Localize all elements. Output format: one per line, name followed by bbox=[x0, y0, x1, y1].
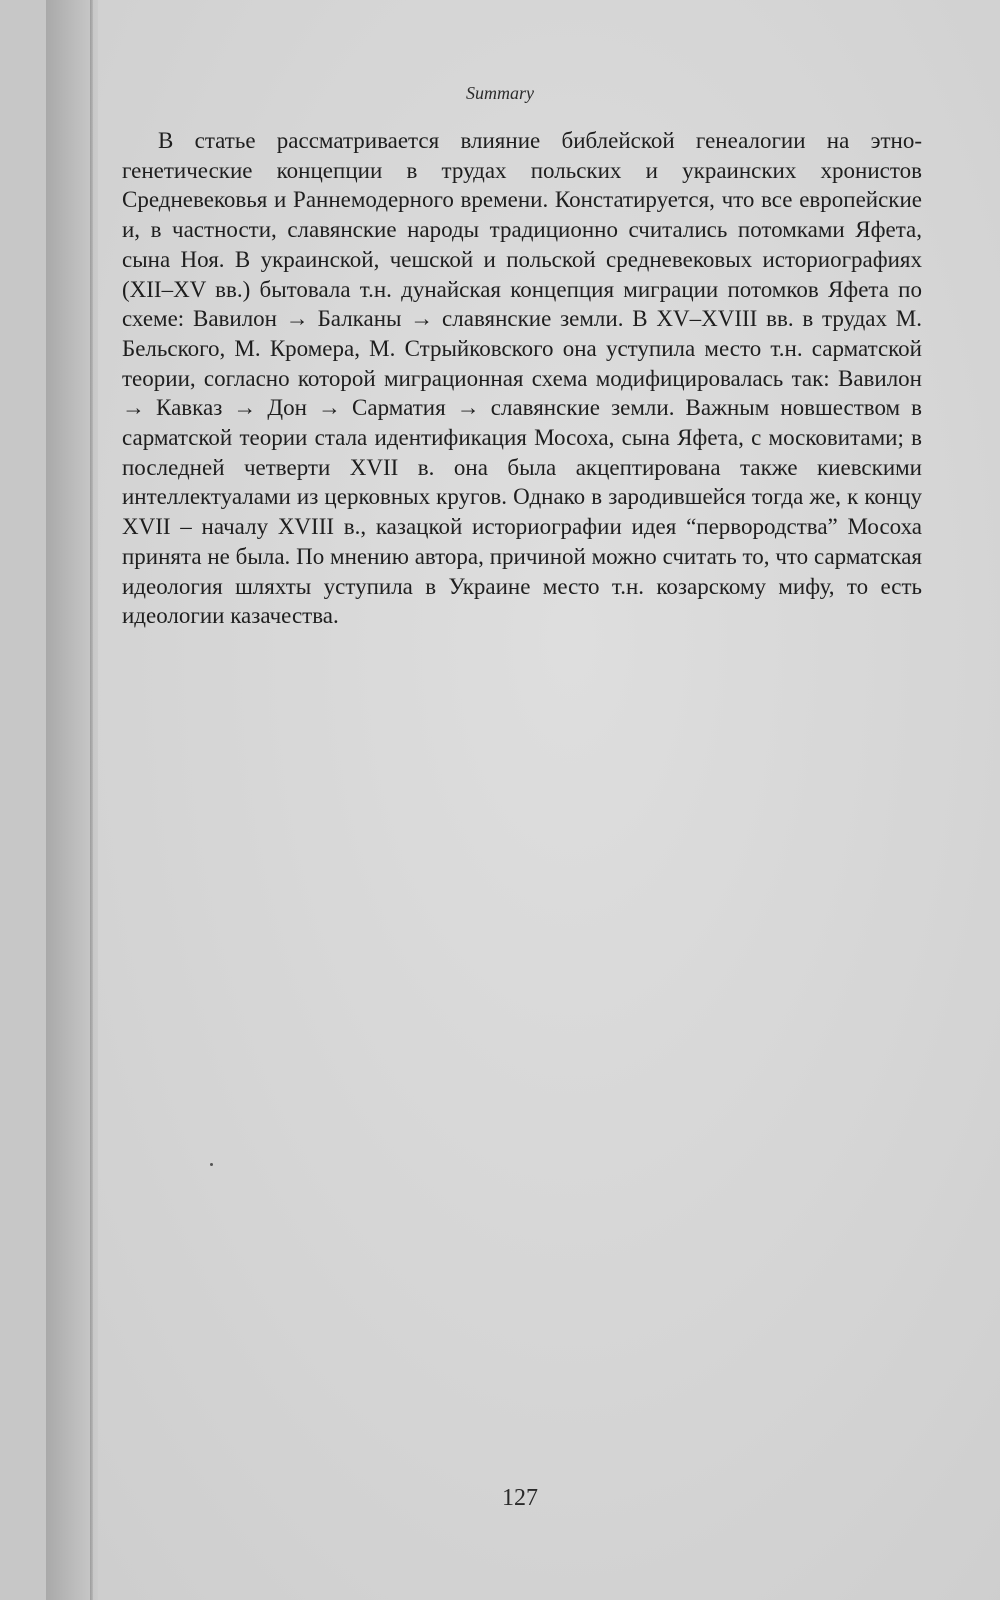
summary-paragraph: В статье рассматривается влияние библейской генеалогии на этногенетические концепции в трудах польских и украинских хронистов Средневековья и Раннемодерного времени. Констатируется, что все европейские и, в частности, славянские народы традиционно считались потомками Яфета, сына Ноя. В украинской, чешской и польской средневековых историографиях (XII–XV вв.) бытовала т.н. дунайская концепция миграции потомков Яфета по схеме: Вавилон → Балканы → славянские земли. В XV–XVIII вв. в трудах М. Бельского, М. Кромера, М. Стрыйковского она уступила место т.н. сарматской теории, согласно которой миграционная схема модифицировалась так: Вавилон → Кавказ → Дон → Сарматия → славянские земли. Важным новшеством в сарматской теории стала идентификация Мосоха, сына Яфета, с московитами; в последней четверти XVII в. она была акцептирована также киевскими интеллектуалами из церковных кругов. Однако в зародившейся тогда же, к концу XVII – началу XVIII в., казацкой историографии идея “первородства” Мосоха принята не была. По мнению автора, причиной можно считать то, что сарматская идеология шляхты уступила в Украине место т.н. козарскому мифу, то есть идеологии казачества. bbox=[122, 128, 922, 629]
page-gutter-line bbox=[90, 0, 93, 1600]
print-speck bbox=[210, 1163, 213, 1166]
page-number: 127 bbox=[502, 1485, 538, 1511]
running-header: Summary bbox=[466, 83, 534, 103]
summary-body bbox=[122, 126, 922, 631]
